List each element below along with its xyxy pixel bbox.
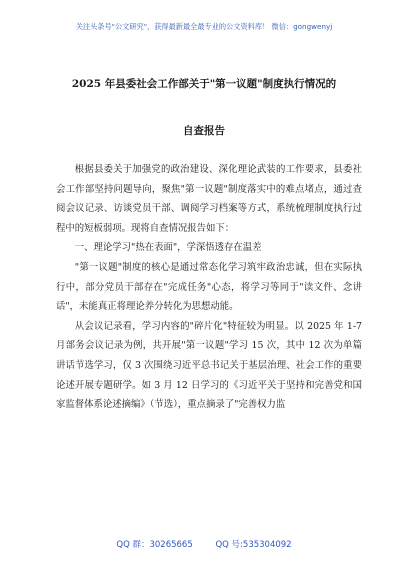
document-title-line-2: 自查报告 — [183, 125, 225, 137]
body-paragraph-2: "第一议题"制度的核心是通过常态化学习筑牢政治忠诚，但在实际执行中，部分党员干部存在"完成任务"心态，将学习等同于"读文件、念讲话"，未能真正将理论养分转化为思想动能。 — [56, 261, 362, 313]
body-paragraph-3: 从会议记录看，学习内容的"碎片化"特征较为明显。以 2025 年 1-7 月部务会议记录为例，共开展"第一议题"学习 15 次，其中 12 次为单篇讲话节选学习，仅 3 次围绕习近平总书记关于基层治理、社会工作的重要论述开展专题研学。如 3 月 12 日学习的《习近平关于坚持和完善党和国家监督体系论述摘编》（节选），重点摘录了"完善权力监 — [56, 320, 362, 411]
footer-qq-number: QQ 号:535304092 — [215, 540, 292, 550]
section-heading-1: 一、理论学习"热在表面"，学深悟透存在温差 — [74, 242, 262, 254]
footer-qq-group: QQ 群：30265665 — [116, 540, 193, 550]
document-body — [56, 160, 362, 415]
body-paragraph-intro: 根据县委关于加强党的政治建设、深化理论武装的工作要求，县委社会工作部坚持问题导向，聚焦"第一议题"制度落实中的难点堵点，通过查阅会议记录、访谈党员干部、调阅学习档案等方式，系统梳理制度执行过程中的短板弱项。现将自查情况报告如下： — [56, 164, 362, 234]
document-title-line-1: 2025 年县委社会工作部关于"第一议题"制度执行情况的 — [71, 78, 337, 90]
header-banner: 关注头条号"公文研究"，获得最新最全最专业的公文资料库！ 微信：gongwenyj — [75, 22, 333, 31]
footer-contact — [0, 538, 408, 550]
